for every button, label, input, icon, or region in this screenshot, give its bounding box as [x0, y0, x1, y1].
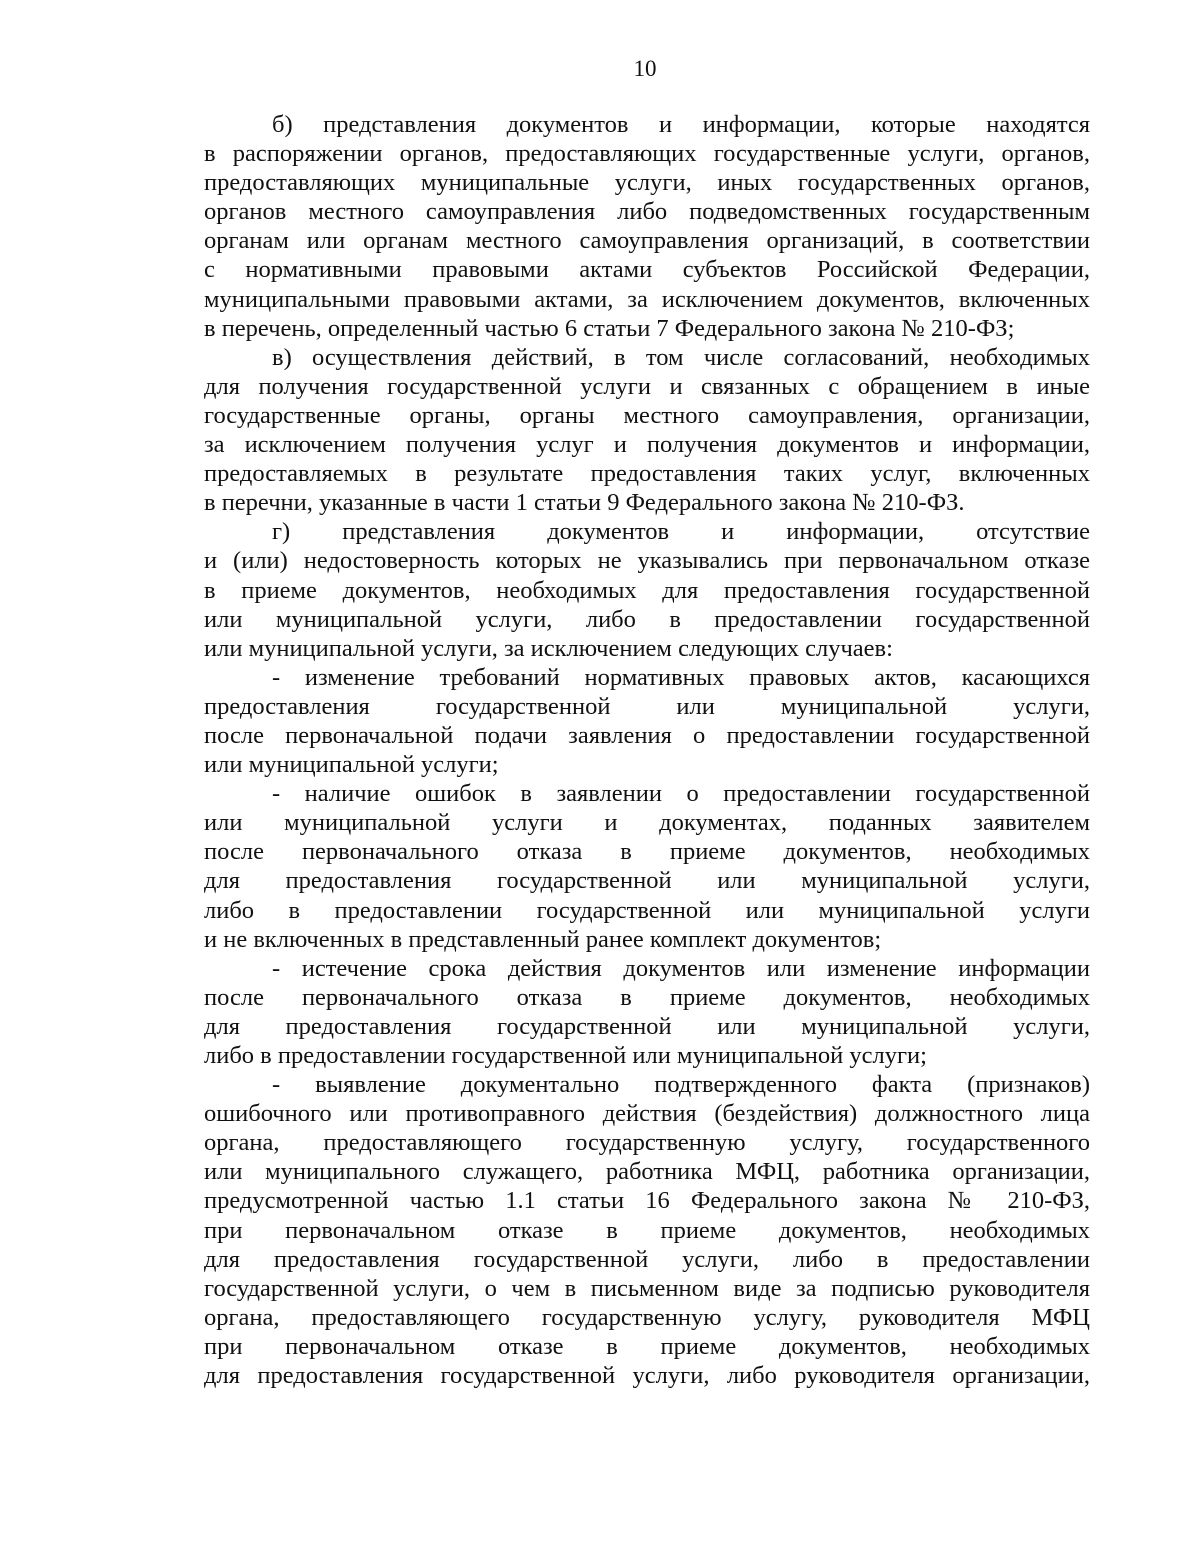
- text-line: в распоряжении органов, предоставляющих государственные услуги, органов,: [204, 140, 1090, 168]
- text-line: либо в предоставлении государственной или муниципальной услуги;: [204, 1042, 927, 1069]
- text-line: или муниципальной услуги и документах, поданных заявителем: [204, 809, 1090, 837]
- text-line: - наличие ошибок в заявлении о предоставлении государственной: [272, 780, 1090, 808]
- text-line: б) представления документов и информации, которые находятся: [272, 111, 1090, 138]
- text-line: муниципальными правовыми актами, за исключением документов, включенных: [204, 285, 1090, 313]
- text-line: предоставления государственной или муниципальной услуги,: [204, 692, 1090, 720]
- text-line: для предоставления государственной услуги, либо в предоставлении: [204, 1245, 1090, 1273]
- text-line: после первоначального отказа в приеме документов, необходимых: [204, 838, 1090, 866]
- text-line: в) осуществления действий, в том числе согласований, необходимых: [272, 343, 1090, 371]
- text-line: государственной услуги, о чем в письменном виде за подписью руководителя: [204, 1274, 1090, 1302]
- text-line: органа, предоставляющего государственную услугу, руководителя МФЦ: [204, 1303, 1090, 1331]
- text-line: или муниципальной услуги, либо в предоставлении государственной: [204, 605, 1090, 633]
- text-line: органам или органам местного самоуправления организаций, в соответствии: [204, 227, 1090, 255]
- text-line: в перечни, указанные в части 1 статьи 9 Федерального закона № 210-ФЗ.: [204, 489, 965, 517]
- text-line: для предоставления государственной услуги, либо руководителя организации,: [204, 1362, 1090, 1390]
- text-line: органов местного самоуправления либо подведомственных государственным: [204, 198, 1090, 226]
- text-line: - истечение срока действия документов или изменение информации: [272, 954, 1090, 982]
- text-line: в приеме документов, необходимых для предоставления государственной: [204, 576, 1090, 604]
- text-line: или муниципальной услуги, за исключением следующих случаев:: [204, 634, 893, 662]
- text-line: для предоставления государственной или муниципальной услуги,: [204, 867, 1090, 895]
- text-line: либо в предоставлении государственной или муниципальной услуги: [204, 896, 1090, 924]
- text-line: и не включенных в представленный ранее комплект документов;: [204, 925, 882, 953]
- text-line: для предоставления государственной или муниципальной услуги,: [204, 1012, 1090, 1040]
- text-line: предоставляющих муниципальные услуги, иных государственных органов,: [204, 169, 1090, 197]
- body-text: [204, 110, 1090, 1390]
- text-line: - выявление документально подтвержденного факта (признаков): [272, 1071, 1090, 1099]
- text-line: предусмотренной частью 1.1 статьи 16 Федерального закона № 210-ФЗ,: [204, 1187, 1090, 1215]
- text-line: при первоначальном отказе в приеме документов, необходимых: [204, 1216, 1090, 1244]
- text-line: и (или) недостоверность которых не указывались при первоначальном отказе: [204, 547, 1090, 575]
- text-line: государственные органы, органы местного самоуправления, организации,: [204, 401, 1090, 429]
- text-line: - изменение требований нормативных правовых актов, касающихся: [272, 663, 1090, 691]
- text-line: с нормативными правовыми актами субъектов Российской Федерации,: [204, 256, 1090, 284]
- text-line: г) представления документов и информации, отсутствие: [272, 518, 1090, 546]
- text-line: для получения государственной услуги и связанных с обращением в иные: [204, 372, 1090, 400]
- text-line: или муниципального служащего, работника МФЦ, работника организации,: [204, 1158, 1090, 1186]
- text-line: за исключением получения услуг и получения документов и информации,: [204, 431, 1090, 459]
- text-line: после первоначального отказа в приеме документов, необходимых: [204, 983, 1090, 1011]
- text-line: после первоначальной подачи заявления о предоставлении государственной: [204, 721, 1090, 749]
- text-line: предоставляемых в результате предоставления таких услуг, включенных: [204, 460, 1090, 488]
- text-line: при первоначальном отказе в приеме документов, необходимых: [204, 1332, 1090, 1360]
- text-line: ошибочного или противоправного действия (бездействия) должностного лица: [204, 1100, 1090, 1128]
- text-line: или муниципальной услуги;: [204, 751, 499, 779]
- page-number: 10: [633, 56, 657, 81]
- text-line: органа, предоставляющего государственную услугу, государственного: [204, 1129, 1090, 1157]
- text-line: в перечень, определенный частью 6 статьи 7 Федерального закона № 210-ФЗ;: [204, 314, 1015, 342]
